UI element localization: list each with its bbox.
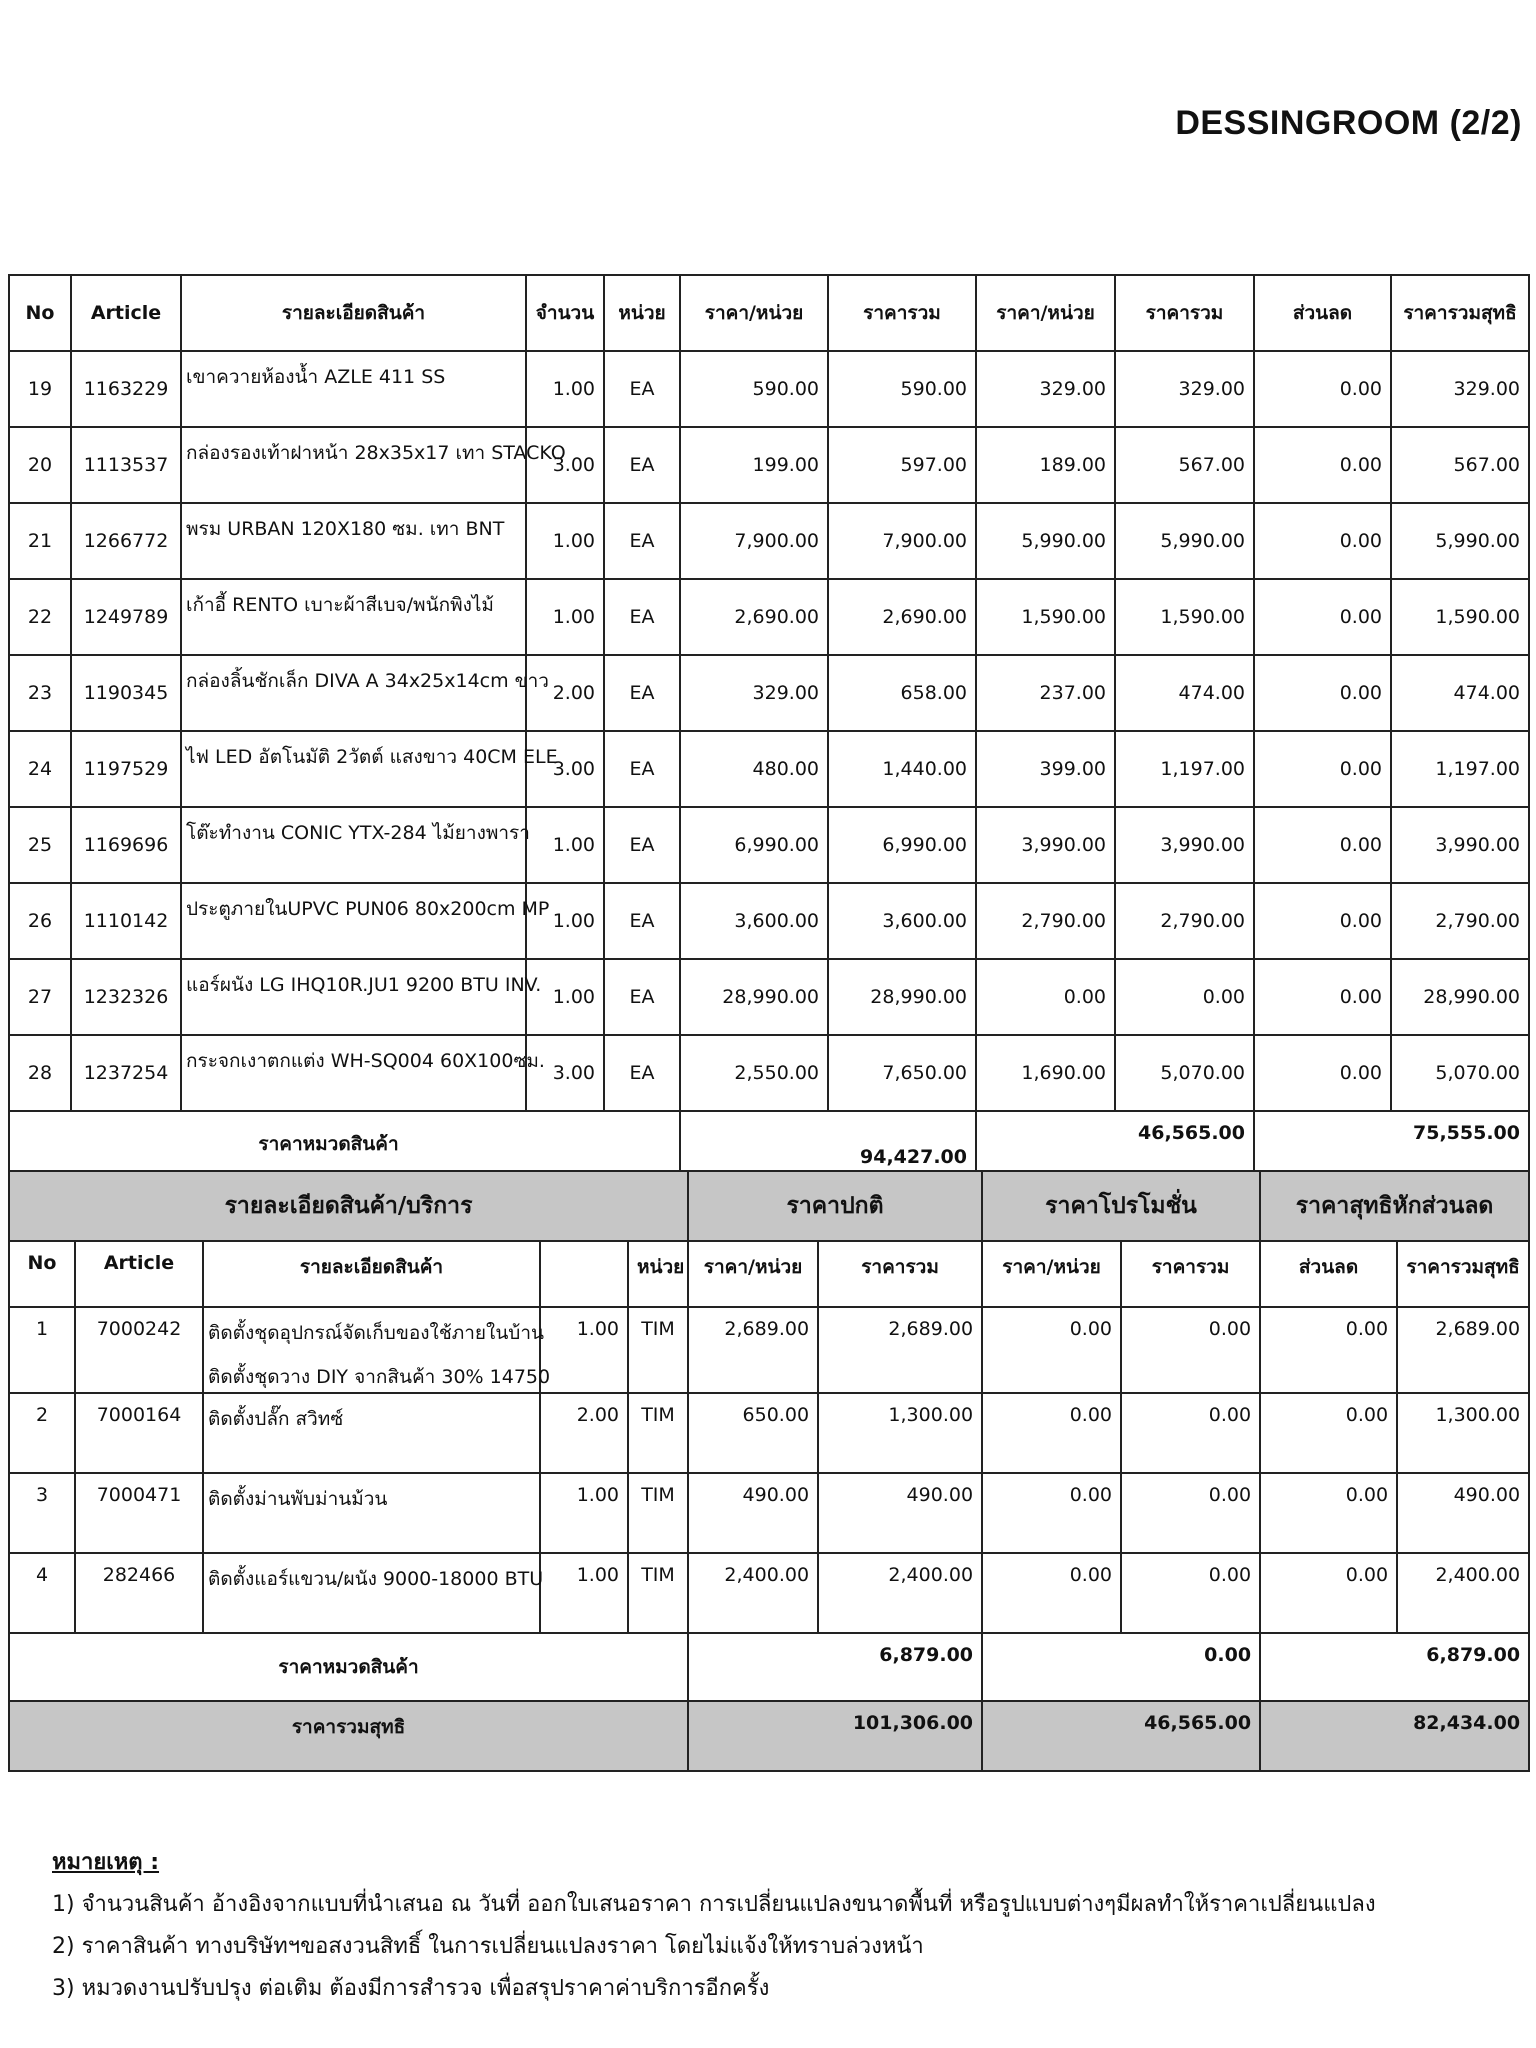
product-row (9, 503, 1529, 579)
row-unit-price: 329.00 (680, 655, 828, 731)
svc-subtotal-normal: 6,879.00 (688, 1633, 982, 1701)
svc-row-promo-total: 0.00 (1121, 1473, 1260, 1553)
row-total: 597.00 (828, 427, 976, 503)
svc-subtotal-label: ราคาหมวดสินค้า (9, 1633, 688, 1701)
svc-col-header-promo-total: ราคารวม (1121, 1241, 1260, 1307)
row-total: 7,650.00 (828, 1035, 976, 1111)
svc-subtotal-net: 6,879.00 (1260, 1633, 1529, 1701)
row-promo-total: 1,197.00 (1115, 731, 1254, 807)
svc-row-total: 2,689.00 (818, 1307, 982, 1393)
row-article: 1163229 (71, 351, 181, 427)
row-no: 21 (9, 503, 71, 579)
row-net-total: 3,990.00 (1391, 807, 1529, 883)
row-quantity: 1.00 (526, 883, 604, 959)
row-article: 1113537 (71, 427, 181, 503)
svc-row-promo-total: 0.00 (1121, 1393, 1260, 1473)
service-row (9, 1393, 1529, 1473)
row-article: 1232326 (71, 959, 181, 1035)
row-discount: 0.00 (1254, 579, 1391, 655)
row-quantity: 3.00 (526, 1035, 604, 1111)
row-unit: EA (604, 731, 680, 807)
row-unit-price: 199.00 (680, 427, 828, 503)
svc-col-header-discount: ส่วนลด (1260, 1241, 1397, 1307)
row-description: ประตูภายในUPVC PUN06 80x200cm MP (181, 883, 526, 959)
row-promo-unit-price: 1,690.00 (976, 1035, 1115, 1111)
row-net-total: 329.00 (1391, 351, 1529, 427)
row-discount: 0.00 (1254, 1035, 1391, 1111)
svc-row-quantity: 2.00 (540, 1393, 628, 1473)
row-promo-total: 0.00 (1115, 959, 1254, 1035)
col-header-total: ราคารวม (828, 275, 976, 351)
group-header-description: รายละเอียดสินค้า/บริการ (9, 1171, 688, 1241)
row-description: พรม URBAN 120X180 ซม. เทา BNT (181, 503, 526, 579)
row-article: 1237254 (71, 1035, 181, 1111)
row-promo-unit-price: 1,590.00 (976, 579, 1115, 655)
grand-total-row (9, 1701, 1529, 1771)
svc-row-quantity: 1.00 (540, 1307, 628, 1393)
row-discount: 0.00 (1254, 655, 1391, 731)
col-header-promo-unit-price: ราคา/หน่วย (976, 275, 1115, 351)
row-description: เก้าอี้ RENTO เบาะผ้าสีเบจ/พนักพิงไม้ (181, 579, 526, 655)
product-row (9, 1035, 1529, 1111)
row-net-total: 1,590.00 (1391, 579, 1529, 655)
row-total: 658.00 (828, 655, 976, 731)
svc-row-unit-price: 2,689.00 (688, 1307, 818, 1393)
services-group-header-row (9, 1171, 1529, 1241)
row-no: 25 (9, 807, 71, 883)
svc-row-discount: 0.00 (1260, 1473, 1397, 1553)
svc-row-total: 2,400.00 (818, 1553, 982, 1633)
products-subtotal-row (9, 1111, 1529, 1175)
row-net-total: 567.00 (1391, 427, 1529, 503)
grand-total-normal: 101,306.00 (688, 1701, 982, 1771)
services-table (8, 1170, 1530, 1772)
row-promo-unit-price: 329.00 (976, 351, 1115, 427)
svc-row-no: 1 (9, 1307, 75, 1393)
row-unit-price: 6,990.00 (680, 807, 828, 883)
grand-total-promo: 46,565.00 (982, 1701, 1260, 1771)
row-quantity: 1.00 (526, 959, 604, 1035)
row-promo-total: 3,990.00 (1115, 807, 1254, 883)
subtotal-label: ราคาหมวดสินค้า (9, 1111, 680, 1175)
group-header-net-price: ราคาสุทธิหักส่วนลด (1260, 1171, 1529, 1241)
row-article: 1197529 (71, 731, 181, 807)
page-title: DESSINGROOM (2/2) (1175, 104, 1522, 142)
row-unit: EA (604, 1035, 680, 1111)
col-header-discount: ส่วนลด (1254, 275, 1391, 351)
notes-title: หมายเหตุ : (52, 1850, 160, 1875)
row-description: เขาควายห้องน้ำ AZLE 411 SS (181, 351, 526, 427)
svc-row-unit-price: 2,400.00 (688, 1553, 818, 1633)
svc-row-article: 7000164 (75, 1393, 203, 1473)
svc-row-no: 4 (9, 1553, 75, 1633)
row-discount: 0.00 (1254, 731, 1391, 807)
svc-col-header-quantity (540, 1241, 628, 1307)
svc-col-header-promo-unit-price: ราคา/หน่วย (982, 1241, 1121, 1307)
row-quantity: 1.00 (526, 351, 604, 427)
products-header-row (9, 275, 1529, 351)
service-row (9, 1473, 1529, 1553)
svc-row-discount: 0.00 (1260, 1393, 1397, 1473)
row-total: 28,990.00 (828, 959, 976, 1035)
row-description: แอร์ผนัง LG IHQ10R.JU1 9200 BTU INV. (181, 959, 526, 1035)
row-description: ไฟ LED อัตโนมัติ 2วัตต์ แสงขาว 40CM ELE (181, 731, 526, 807)
svc-row-article: 7000242 (75, 1307, 203, 1393)
svc-row-net-total: 1,300.00 (1397, 1393, 1529, 1473)
row-unit: EA (604, 883, 680, 959)
svc-subtotal-promo: 0.00 (982, 1633, 1260, 1701)
row-total: 7,900.00 (828, 503, 976, 579)
svc-row-description (203, 1307, 551, 1393)
row-promo-total: 5,990.00 (1115, 503, 1254, 579)
svc-col-header-description: รายละเอียดสินค้า (203, 1241, 540, 1307)
svc-row-promo-unit-price: 0.00 (982, 1473, 1121, 1553)
row-unit: EA (604, 351, 680, 427)
row-promo-total: 567.00 (1115, 427, 1254, 503)
row-promo-total: 1,590.00 (1115, 579, 1254, 655)
row-description: กระจกเงาตกแต่ง WH-SQ004 60X100ซม. (181, 1035, 526, 1111)
row-unit: EA (604, 427, 680, 503)
svc-description-line: ติดตั้งปลั๊ก สวิทซ์ (208, 1408, 344, 1430)
product-row (9, 427, 1529, 503)
row-total: 3,600.00 (828, 883, 976, 959)
col-header-article: Article (71, 275, 181, 351)
svc-row-discount: 0.00 (1260, 1307, 1397, 1393)
row-quantity: 1.00 (526, 503, 604, 579)
svc-col-header-total: ราคารวม (818, 1241, 982, 1307)
svc-row-promo-total: 0.00 (1121, 1553, 1260, 1633)
svc-row-total: 490.00 (818, 1473, 982, 1553)
row-quantity: 1.00 (526, 579, 604, 655)
svc-col-header-unit: หน่วย (628, 1241, 688, 1307)
grand-total-net: 82,434.00 (1260, 1701, 1529, 1771)
row-total: 590.00 (828, 351, 976, 427)
row-article: 1190345 (71, 655, 181, 731)
row-discount: 0.00 (1254, 883, 1391, 959)
svc-row-discount: 0.00 (1260, 1553, 1397, 1633)
row-net-total: 28,990.00 (1391, 959, 1529, 1035)
row-discount: 0.00 (1254, 959, 1391, 1035)
note-item: 1) จำนวนสินค้า อ้างอิงจากแบบที่นำเสนอ ณ วันที่ ออกใบเสนอราคา การเปลี่ยนแปลงขนาดพื้นที่ หรือรูปแบบต่างๆมีผลทำให้ราคาเปลี่ยนแปลง (52, 1892, 1376, 1917)
svc-row-no: 3 (9, 1473, 75, 1553)
row-no: 23 (9, 655, 71, 731)
row-total: 6,990.00 (828, 807, 976, 883)
row-no: 27 (9, 959, 71, 1035)
row-discount: 0.00 (1254, 807, 1391, 883)
col-header-unit-price: ราคา/หน่วย (680, 275, 828, 351)
row-unit-price: 2,550.00 (680, 1035, 828, 1111)
row-promo-unit-price: 399.00 (976, 731, 1115, 807)
row-promo-total: 2,790.00 (1115, 883, 1254, 959)
row-quantity: 3.00 (526, 427, 604, 503)
product-row (9, 807, 1529, 883)
svc-row-unit-price: 490.00 (688, 1473, 818, 1553)
row-net-total: 5,070.00 (1391, 1035, 1529, 1111)
svc-row-promo-total: 0.00 (1121, 1307, 1260, 1393)
row-article: 1249789 (71, 579, 181, 655)
row-quantity: 2.00 (526, 655, 604, 731)
row-discount: 0.00 (1254, 503, 1391, 579)
row-net-total: 5,990.00 (1391, 503, 1529, 579)
row-discount: 0.00 (1254, 427, 1391, 503)
product-row (9, 655, 1529, 731)
row-quantity: 3.00 (526, 731, 604, 807)
svc-row-unit: TIM (628, 1553, 688, 1633)
row-promo-unit-price: 3,990.00 (976, 807, 1115, 883)
row-promo-unit-price: 2,790.00 (976, 883, 1115, 959)
note-item: 2) ราคาสินค้า ทางบริษัทฯขอสงวนสิทธิ์ ในการเปลี่ยนแปลงราคา โดยไม่แจ้งให้ทราบล่วงหน้า (52, 1934, 924, 1959)
group-header-promo-price: ราคาโปรโมชั่น (982, 1171, 1260, 1241)
row-promo-total: 474.00 (1115, 655, 1254, 731)
row-article: 1169696 (71, 807, 181, 883)
row-quantity: 1.00 (526, 807, 604, 883)
row-net-total: 1,197.00 (1391, 731, 1529, 807)
svc-row-article: 282466 (75, 1553, 203, 1633)
row-promo-unit-price: 237.00 (976, 655, 1115, 731)
row-promo-unit-price: 5,990.00 (976, 503, 1115, 579)
row-description: โต๊ะทำงาน CONIC YTX-284 ไม้ยางพารา (181, 807, 526, 883)
col-header-unit: หน่วย (604, 275, 680, 351)
subtotal-promo: 46,565.00 (976, 1111, 1254, 1175)
svc-row-promo-unit-price: 0.00 (982, 1393, 1121, 1473)
row-total: 1,440.00 (828, 731, 976, 807)
services-header-row (9, 1241, 1529, 1307)
svc-description-line: ติดตั้งม่านพับม่านม้วน (208, 1488, 388, 1510)
col-header-description: รายละเอียดสินค้า (181, 275, 526, 351)
row-article: 1110142 (71, 883, 181, 959)
svc-col-header-no: No (9, 1241, 75, 1307)
svc-description-line: ติดตั้งแอร์แขวน/ผนัง 9000-18000 BTU (208, 1568, 544, 1590)
svc-row-description (203, 1473, 540, 1553)
product-row (9, 731, 1529, 807)
service-row (9, 1307, 1529, 1393)
row-total: 2,690.00 (828, 579, 976, 655)
row-unit-price: 480.00 (680, 731, 828, 807)
svc-row-net-total: 2,400.00 (1397, 1553, 1529, 1633)
col-header-net-total: ราคารวมสุทธิ (1391, 275, 1529, 351)
col-header-quantity: จำนวน (526, 275, 604, 351)
grand-total-label: ราคารวมสุทธิ (9, 1701, 688, 1771)
col-header-no: No (9, 275, 71, 351)
product-row (9, 351, 1529, 427)
row-unit-price: 2,690.00 (680, 579, 828, 655)
row-no: 28 (9, 1035, 71, 1111)
svc-col-header-net-total: ราคารวมสุทธิ (1397, 1241, 1529, 1307)
product-row (9, 579, 1529, 655)
row-no: 22 (9, 579, 71, 655)
svc-row-description (203, 1393, 540, 1473)
svc-description-line2: ติดตั้งชุดวาง DIY จากสินค้า 30% 14750 (208, 1366, 551, 1388)
svc-row-unit: TIM (628, 1307, 688, 1393)
row-no: 19 (9, 351, 71, 427)
products-table (8, 274, 1530, 1176)
svc-row-quantity: 1.00 (540, 1553, 628, 1633)
svc-row-promo-unit-price: 0.00 (982, 1307, 1121, 1393)
col-header-promo-total: ราคารวม (1115, 275, 1254, 351)
row-unit: EA (604, 579, 680, 655)
row-description: กล่องลิ้นชักเล็ก DIVA A 34x25x14cm ขาว (181, 655, 526, 731)
row-unit-price: 28,990.00 (680, 959, 828, 1035)
row-promo-total: 5,070.00 (1115, 1035, 1254, 1111)
row-article: 1266772 (71, 503, 181, 579)
product-row (9, 959, 1529, 1035)
svc-row-net-total: 2,689.00 (1397, 1307, 1529, 1393)
row-unit-price: 3,600.00 (680, 883, 828, 959)
row-discount: 0.00 (1254, 351, 1391, 427)
row-unit: EA (604, 807, 680, 883)
notes-section (52, 1842, 1376, 2010)
svc-row-unit: TIM (628, 1393, 688, 1473)
services-subtotal-row (9, 1633, 1529, 1701)
svc-row-unit-price: 650.00 (688, 1393, 818, 1473)
svc-row-unit: TIM (628, 1473, 688, 1553)
svc-col-header-article: Article (75, 1241, 203, 1307)
svc-col-header-unit-price: ราคา/หน่วย (688, 1241, 818, 1307)
row-no: 24 (9, 731, 71, 807)
row-unit-price: 590.00 (680, 351, 828, 427)
subtotal-normal: 94,427.00 (680, 1111, 976, 1175)
svc-description-line: ติดตั้งชุดอุปกรณ์จัดเก็บของใช้ภายในบ้าน (208, 1322, 545, 1344)
row-no: 26 (9, 883, 71, 959)
group-header-normal-price: ราคาปกติ (688, 1171, 982, 1241)
row-unit-price: 7,900.00 (680, 503, 828, 579)
svc-row-no: 2 (9, 1393, 75, 1473)
note-item: 3) หมวดงานปรับปรุง ต่อเติม ต้องมีการสำรวจ เพื่อสรุปราคาค่าบริการอีกครั้ง (52, 1976, 770, 2001)
row-unit: EA (604, 959, 680, 1035)
svc-row-total: 1,300.00 (818, 1393, 982, 1473)
svc-row-description (203, 1553, 544, 1633)
subtotal-net: 75,555.00 (1254, 1111, 1529, 1175)
row-promo-unit-price: 189.00 (976, 427, 1115, 503)
service-row (9, 1553, 1529, 1633)
svc-row-net-total: 490.00 (1397, 1473, 1529, 1553)
row-promo-total: 329.00 (1115, 351, 1254, 427)
row-no: 20 (9, 427, 71, 503)
row-net-total: 474.00 (1391, 655, 1529, 731)
row-unit: EA (604, 655, 680, 731)
svc-row-article: 7000471 (75, 1473, 203, 1553)
svc-row-promo-unit-price: 0.00 (982, 1553, 1121, 1633)
row-net-total: 2,790.00 (1391, 883, 1529, 959)
row-promo-unit-price: 0.00 (976, 959, 1115, 1035)
product-row (9, 883, 1529, 959)
row-unit: EA (604, 503, 680, 579)
row-description: กล่องรองเท้าฝาหน้า 28x35x17 เทา STACKO (181, 427, 526, 503)
svc-row-quantity: 1.00 (540, 1473, 628, 1553)
